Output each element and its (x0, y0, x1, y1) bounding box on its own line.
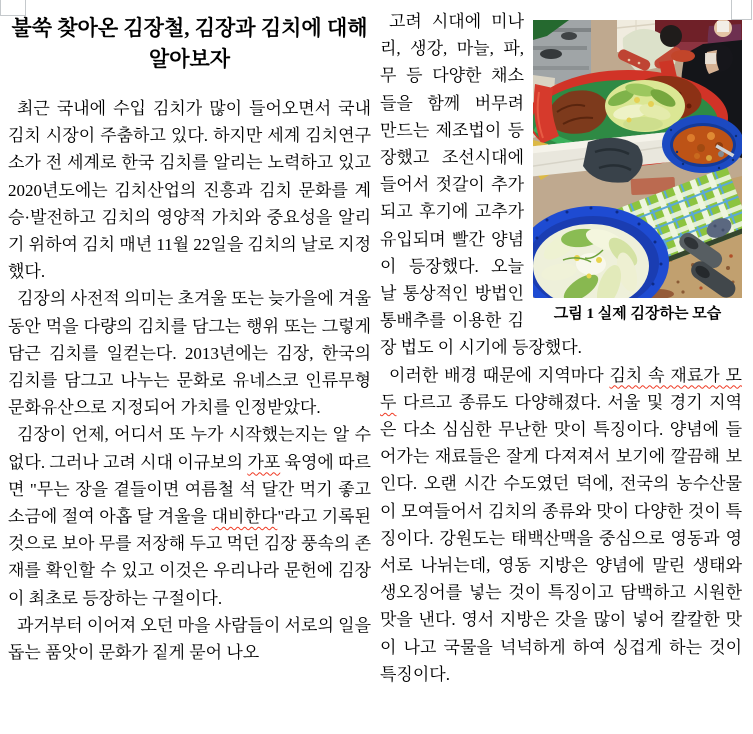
column-right (380, 8, 742, 688)
paragraph-goryeo[interactable]: 고려 시대에 미나리, 생강, 마늘, 파, 무 등 다양한 채소들을 함께 버무려 만드는 제조법이 등장했고 조선시대에 들어서 젓갈이 추가되고 후기에 고추가 유입되며 빨간 양념이 등장했다. 오늘날 통상적인 방법인 통배추를 이용한 김장 법도 이 시기에 등장했다. (380, 12, 582, 358)
text-run: 육영에 따르면 "무는 장을 곁들이면 여름철 석 달간 먹기 좋고 소금에 절여 아홉 달 겨울을 (8, 452, 371, 527)
paragraph-regions[interactable] (380, 362, 742, 688)
kimjang-figure[interactable] (533, 20, 742, 323)
paragraph-intro[interactable]: 최근 국내에 수입 김치가 많이 들어오면서 국내 김치 시장이 주춤하고 있다. 하지만 세계 김치연구소가 전 세계로 한국 김치를 알리는 노력하고 있고 2020년도에는 김치산업의 진흥과 김치 문화를 계승·발전하고 김치의 영양적 가치와 중요성을 알리기 위하여 김치 매년 11월 22일을 김치의 날로 지정했다. (8, 99, 371, 282)
text-run: 다르고 종류도 다양해졌다. 서울 및 경기 지역은 다소 심심한 무난한 맛이 특징이다. 양념에 들어가는 재료들은 잘게 다져져서 보기에 깔끔해 보인다. 오랜 시간 수도였던 덕에, 전국의 농수산물이 모여들어서 김치의 종류와 맛이 다양한 것이 특징이다. 강원도는 태백산맥을 중심으로 영동과 영서로 나뉘는데, 영동 지방은 양념에 말린 생태와 생오징어를 넣는 것이 특징이고 담백하고 시원한 맛을 낸다. 영서 지방은 갓을 많이 넣어 칼칼한 맛이 나고 국물을 넉넉하게 하여 싱겁게 하는 것이 특징이다. (380, 392, 742, 684)
spellcheck-phrase-ingredients: 김치 속 재료가 모두 (380, 365, 742, 412)
kimjang-photo-image[interactable] (533, 20, 742, 298)
page-corner-mark-right (731, 0, 752, 20)
text-run: 이러한 배경 때문에 지역마다 (389, 365, 610, 385)
spellcheck-word-gapo: 가포 (247, 452, 281, 472)
blue-colander (662, 115, 742, 173)
page-corner-mark-left (0, 0, 26, 16)
paragraph-kimjang-origin[interactable] (8, 421, 371, 611)
document-title[interactable]: 불쑥 찾아온 김장철, 김장과 김치에 대해 알아보자 (11, 16, 368, 71)
figure-caption: 그림 1 실제 김장하는 모습 (553, 306, 722, 322)
paragraph-pumasi[interactable]: 과거부터 이어져 오던 마을 사람들이 서로의 일을 돕는 품앗이 문화가 짙게 묻어 나오 (8, 615, 371, 663)
text-run: 김장이 언제, 어디서 또 누가 시작했는지는 알 수 없다. 그러나 고려 시대 이규보의 (8, 425, 371, 472)
spellcheck-word-daebihanda: 대비한다 (211, 507, 278, 527)
cabbage-pile (605, 80, 685, 132)
text-run: "라고 기록된 것으로 보아 무를 저장해 두고 먹던 김장 풍속의 존재를 확인할 수 있고 이것은 우리나라 문헌에 김장이 최초로 등장하는 구절이다. (8, 507, 371, 608)
paragraph-kimjang-meaning[interactable]: 김장의 사전적 의미는 초겨울 또는 늦가을에 겨울 동안 먹을 다량의 김치를 담그는 행위 또는 그렇게 담근 김치를 일컫는다. 2013년에는 김장, 한국의 김치를 담그고 나누는 문화로 유네스코 인류무형문화유산으로 지정되어 가치를 인정받았다. (8, 289, 371, 418)
column-left (8, 8, 371, 688)
